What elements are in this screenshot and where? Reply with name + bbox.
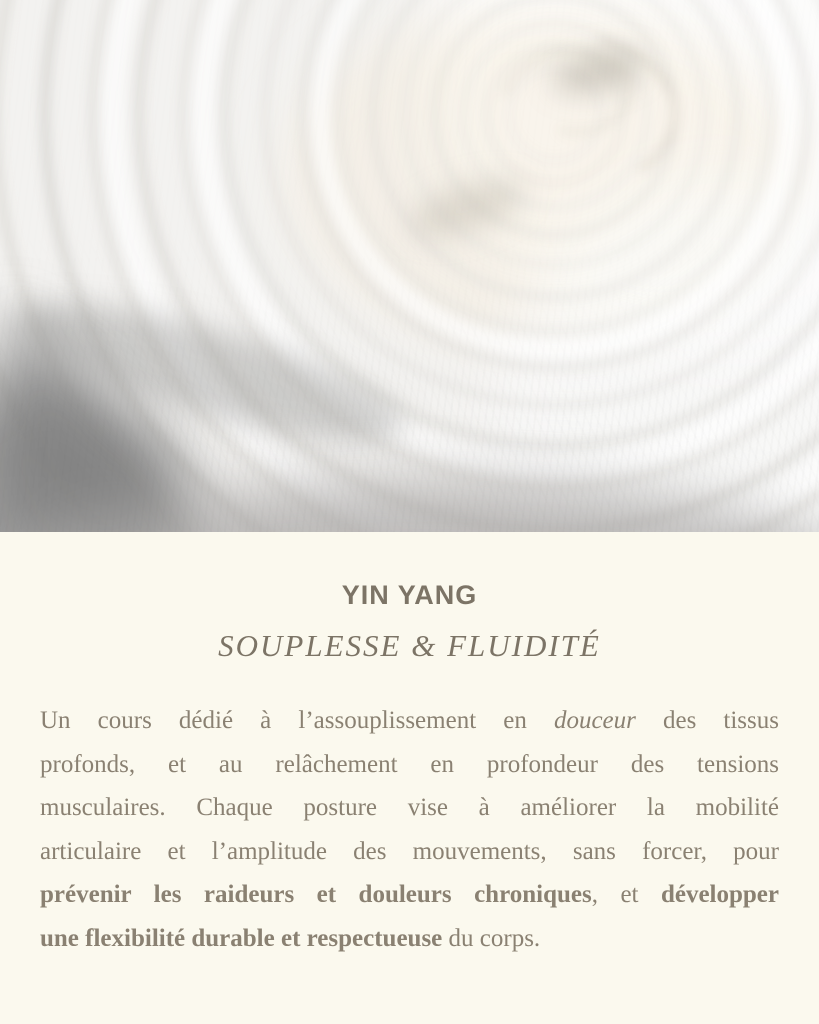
paragraph-segment: une flexibilité durable et respectueuse [40,924,443,952]
course-subtitle: SOUPLESSE & FLUIDITÉ [218,628,601,663]
paragraph-segment: du corps. [442,924,541,952]
paragraph-segment: prévenir les raideurs et douleurs chroniques [40,881,592,908]
paragraph-segment: développer [660,881,779,908]
paragraph-segment: musculaires. Chaque posture vise à améliorer la mobilité [40,794,779,821]
paragraph-line [40,743,779,787]
text-section [0,532,819,960]
paragraph-line [40,830,779,874]
paragraph-segment: Un cours dédié à l’assouplissement en [40,707,554,734]
paragraph-segment: douceur [553,707,636,734]
paragraph-line [40,699,779,743]
paragraph-line [40,917,779,961]
course-description [40,699,779,960]
paragraph-segment: des tissus [635,707,779,734]
paragraph-line [40,873,779,917]
paragraph-segment: articulaire et l’amplitude des mouvements, sans forcer, pour [40,837,779,865]
course-title: YIN YANG [341,580,478,610]
paragraph-line [40,786,779,830]
paragraph-segment: profonds, et au relâchement en profondeur des tensions [40,750,779,778]
paragraph-segment: , et [591,881,661,908]
